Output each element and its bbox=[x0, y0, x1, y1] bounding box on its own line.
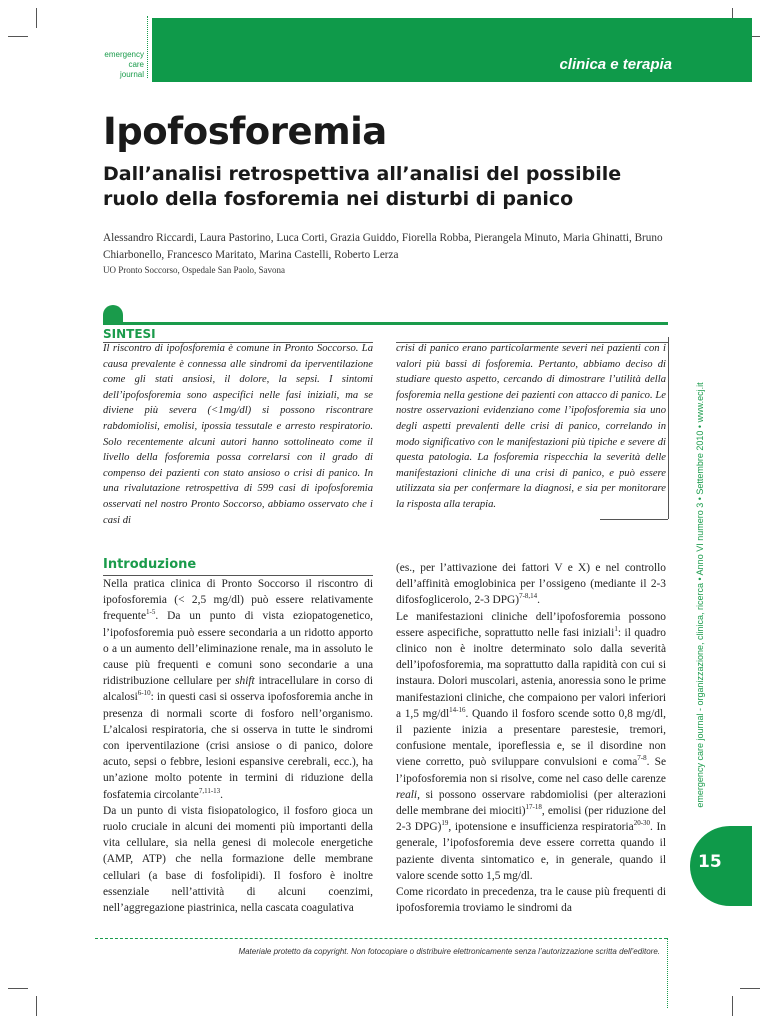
author-list: Alessandro Riccardi, Laura Pastorino, Luca Corti, Grazia Guiddo, Fiorella Robba, Pierangela Minuto, Maria Ghinatti, Bruno Chiarbonello, Francesco Maritato, Marina Castelli, Roberto Lerza bbox=[103, 232, 663, 261]
citation: 7,11-13 bbox=[198, 786, 221, 795]
paragraph bbox=[396, 609, 666, 884]
text-run: Nella pratica clinica di Pronto Soccorso il riscontro di ipofosforemia (< 2,5 mg/dl) può essere relativamente frequente bbox=[103, 578, 373, 623]
sintesi-column-1 bbox=[103, 341, 373, 528]
text-run: , si possono osservare rabdomiolisi (per alterazioni delle membrane dei miociti) bbox=[396, 788, 666, 818]
text-run: . Da un punto di vista eziopatogenetico, l’ipofosforemia può essere secondaria a un ridotto apporto o a un aumento dell’eliminazione renale, ma in assoluto le cause più frequenti e comuni sono secondarie a una ridistribuzione cellulare per bbox=[103, 610, 373, 688]
text-run: shift bbox=[235, 675, 255, 688]
text-run: , emolisi (per riduzione del 2-3 DPG) bbox=[396, 805, 667, 834]
section-rule bbox=[103, 322, 668, 325]
paragraph bbox=[103, 576, 373, 803]
article-subtitle: Dall’analisi retrospettiva all’analisi del possibile ruolo della fosforemia nei disturbi di panico bbox=[103, 163, 622, 210]
citation: 14-16 bbox=[449, 706, 466, 715]
article-title: Ipofosforemia bbox=[103, 110, 387, 153]
box-border bbox=[668, 337, 669, 519]
citation: 6-10 bbox=[137, 689, 151, 698]
text-run: . Quando il fosforo scende sotto 0,8 mg/dl, il paziente inizia a presentare parestesie, tremori, confusione mentale, iporeflessia e, se il disordine non viene corretto, può sviluppare convulsioni e coma bbox=[396, 707, 666, 769]
citation: 17-18 bbox=[525, 803, 542, 812]
paragraph: Da un punto di vista fisiopatologico, il fosforo gioca un ruolo cruciale in alcuni dei momenti più importanti della vita cellulare, sia nella genesi di molecole energetiche (AMP, ATP) che nella formazione delle membrane cellulari (a base di fosfolipidi). Il fosforo è inoltre essenziale nell’attività di alcuni coenzimi, nell’aggregazione piastrinica, nella cascata coagulativa bbox=[103, 804, 373, 915]
citation: 7-8 bbox=[637, 754, 647, 763]
text-run: : in questi casi si osserva ipofosforemia anche in presenza di normali scorte di fosforo nell’organismo. L’alcalosi respiratoria, che si osserva in tutte le sindromi con iperventilazione (crisi ansiose o di panico, dolore acuto, sepsi o febbre, lesioni espansive cerebrali, ecc.), ha un’azione molto potente in termini di riduzione della fosfatemia circolante bbox=[103, 691, 373, 801]
crop-mark bbox=[8, 988, 28, 989]
journal-logo-text bbox=[88, 50, 144, 80]
journal-line: care bbox=[128, 60, 144, 69]
intro-heading: Introduzione bbox=[103, 557, 197, 572]
text-run: , ipotensione e insufficienza respiratoria bbox=[448, 821, 634, 834]
section-label: clinica e terapia bbox=[559, 56, 672, 73]
paragraph: Come ricordato in precedenza, tra le cause più frequenti di ipofosforemia troviamo le sindromi da bbox=[396, 886, 666, 915]
crop-mark bbox=[732, 996, 733, 1016]
box-border bbox=[600, 519, 668, 520]
footer-divider bbox=[667, 938, 668, 1008]
sidebar-text: emergency care journal - organizzazione, clinica, ricerca • Anno VI numero 3 • Settembre 2010 • www.ecj.it bbox=[695, 382, 705, 808]
text-run: : il quadro clinico non è inoltre determinato solo dalla severità dell’ipofosforemia, ma soprattutto dalla rapidità con cui si instaura. Dolori muscolari, astenia, anoressia sono le prime manifestazioni cliniche, che compaiono per valori inferiori a 1,5 mg/dl bbox=[396, 626, 666, 720]
affiliation: UO Pronto Soccorso, Ospedale San Paolo, Savona bbox=[103, 265, 285, 275]
journal-sidebar bbox=[690, 360, 710, 830]
text-run: . Se l’ipofosforemia non si risolve, come nel caso delle carenze bbox=[396, 756, 666, 785]
citation: 1 bbox=[614, 625, 618, 634]
text-run: Le manifestazioni cliniche dell’ipofosforemia possono essere aspecifiche, soprattutto nelle fasi iniziali bbox=[396, 610, 666, 639]
crop-mark bbox=[36, 8, 37, 28]
copyright-note: Materiale protetto da copyright. Non fotocopiare o distribuire elettronicamente senza l’autorizzazione scritta dell’editore. bbox=[238, 947, 660, 956]
body-column-2 bbox=[396, 560, 666, 916]
citation: 20-30 bbox=[633, 819, 651, 828]
footer-divider bbox=[95, 938, 667, 939]
sintesi-text: Il riscontro di ipofosforemia è comune in Pronto Soccorso. La causa prevalente è connessa alle sindromi da iperventilazione come gli stati ansiosi, il dolore, la sepsi. I sintomi dell’ipofosforemia sono aspecifici nelle fasi iniziali, ma se diviene più severa (<1mg/dl) si possono riscontrare rabdomiolisi, emolisi, ipossia tessutale e arresto respiratorio. Solo recentemente alcuni autori hanno sottolineato come il livello della fosforemia possa correlarsi con il grado di compenso dei pazienti con stato ansioso o crisi di panico. In una rivalutazione retrospettiva di 599 casi di ipofosforemia osservati nel nostro Pronto Soccorso, abbiamo osservato che i casi di bbox=[103, 343, 373, 526]
paragraph bbox=[396, 560, 666, 609]
text-run: reali bbox=[396, 788, 418, 801]
sintesi-heading: SINTESI bbox=[103, 327, 156, 341]
sintesi-column-2 bbox=[396, 341, 666, 513]
header-divider bbox=[147, 16, 148, 78]
text-run: . In generale, l’ipofosforemia deve essere corretta quando il paziente diventa sintomatico e, in generale, quando il valore scende sotto 1,5 mg/dl. bbox=[396, 821, 666, 882]
text-run: . bbox=[537, 594, 541, 607]
crop-mark bbox=[8, 36, 28, 37]
journal-line: journal bbox=[119, 70, 144, 79]
citation: 1-5 bbox=[146, 608, 156, 617]
text-run: intracellulare in corso di alcalosi bbox=[103, 675, 373, 704]
crop-mark bbox=[740, 988, 760, 989]
sintesi-text: crisi di panico erano particolarmente severi nei pazienti con i valori più bassi di fosforemia. Pertanto, abbiamo deciso di studiare questo aspetto, cercando di dimostrare l’utilità della fosforemia nella gestione dei pazienti con attacco di panico. Le nostre osservazioni evidenziano come l’ipofosforemia sia uno degli aspetti prevalenti delle crisi di panico, correlando in modo significativo con le manifestazioni più tipiche e severe di questa patologia. La fosforemia rispecchia la severità delle manifestazioni cliniche di una crisi di panico, e può essere utilizzata sia per confermare la diagnosi, e sia per monitorare la risposta alla terapia. bbox=[396, 343, 666, 510]
citation: 19 bbox=[441, 819, 449, 828]
journal-line: emergency bbox=[104, 50, 144, 59]
crop-mark bbox=[36, 996, 37, 1016]
citation: 7-8,14 bbox=[519, 592, 538, 601]
body-column-1 bbox=[103, 576, 373, 916]
page-number: 15 bbox=[698, 852, 722, 872]
text-run: . bbox=[220, 788, 224, 801]
text-run: (es., per l’attivazione dei fattori V e X) e nel controllo dell’affinità emoglobinica per l’ossigeno (mediante il 2-3 difosfoglicerolo, 2-3 DPG) bbox=[396, 562, 666, 607]
